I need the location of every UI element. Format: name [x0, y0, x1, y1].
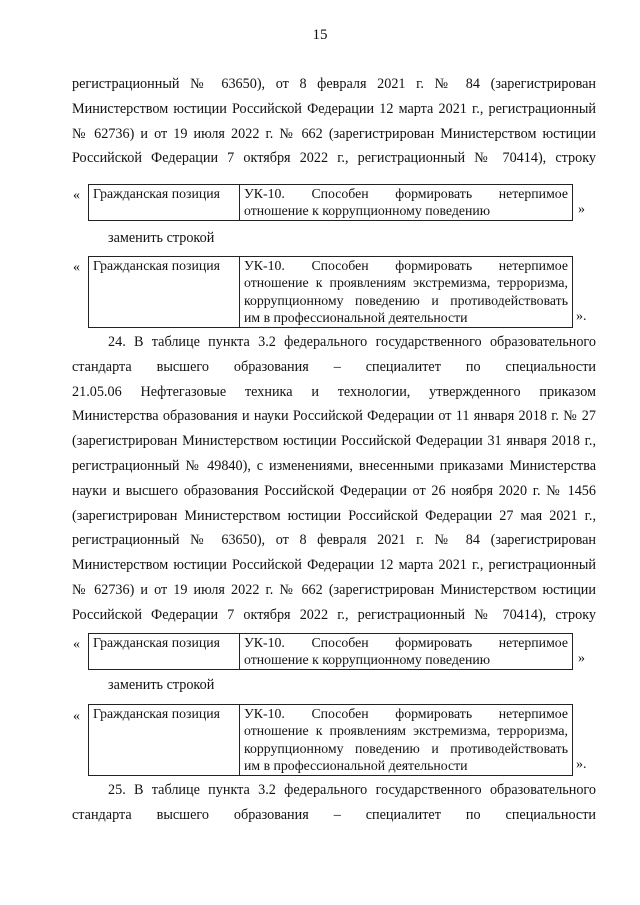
table-cell-line: отношение к проявлениям экстремизма, терроризма, — [244, 723, 568, 739]
table-row-old — [88, 633, 573, 670]
text-line: стандарта высшего образования – специалитет по специальности — [72, 358, 596, 375]
page-number: 15 — [312, 27, 328, 43]
table-cell-line: коррупционному поведению и противодействовать — [244, 740, 568, 756]
close-quote: ». — [576, 309, 587, 324]
text-line: регистрационный № 49840), с изменениями, внесенными приказами Министерства — [72, 457, 596, 474]
text-line: Министерства образования и науки Российской Федерации от 11 января 2018 г. № 27 — [72, 408, 596, 425]
paragraph-continuation — [72, 72, 596, 171]
table-cell-line: УК-10. Способен формировать нетерпимое — [244, 258, 568, 273]
table-row-old — [88, 184, 573, 221]
text-line: № 62736) и от 19 июля 2022 г. № 662 (зарегистрирован Министерством юстиции — [72, 581, 596, 598]
text-line: Министерством юстиции Российской Федерации 12 марта 2021 г., регистрационный — [72, 557, 596, 574]
open-quote: « — [73, 260, 80, 275]
table-cell-line: коррупционному поведению и противодействовать — [244, 292, 568, 308]
table-cell-line: УК-10. Способен формировать нетерпимое — [244, 706, 568, 721]
open-quote: « — [73, 188, 80, 203]
table-cell-line: УК-10. Способен формировать нетерпимое — [244, 635, 568, 650]
text-line: № 62736) и от 19 июля 2022 г. № 662 (зарегистрирован Министерством юстиции — [72, 125, 596, 142]
close-quote: » — [578, 202, 585, 217]
text-line: регистрационный № 63650), от 8 февраля 2021 г. № 84 (зарегистрирован — [72, 532, 596, 549]
table-cell-line: отношение к коррупционному поведению — [244, 652, 491, 668]
table-cell-line: отношение к проявлениям экстремизма, терроризма, — [244, 275, 568, 291]
text-line: 25. В таблице пункта 3.2 федерального государственного образовательного — [108, 782, 596, 798]
table-cell-competence — [240, 257, 573, 328]
text-line: (зарегистрирован Министерством юстиции Российской Федерации 31 января 2018 г., — [72, 433, 596, 450]
text-line: 21.05.06 Нефтегазовые техника и технологии, утвержденного приказом — [72, 383, 596, 400]
text-line: (зарегистрирован Министерством юстиции Российской Федерации 27 мая 2021 г., — [72, 507, 596, 524]
paragraph-24 — [72, 330, 596, 628]
replace-label: заменить строкой — [108, 230, 215, 246]
paragraph-25 — [72, 778, 596, 828]
table-cell-competence — [240, 634, 573, 670]
table-row-new — [88, 704, 573, 776]
table-cell-line: им в профессиональной деятельности — [244, 758, 468, 774]
text-line: Министерством юстиции Российской Федерации 12 марта 2021 г., регистрационный — [72, 100, 596, 117]
replace-label: заменить строкой — [108, 677, 215, 693]
text-line: стандарта высшего образования – специалитет по специальности — [72, 806, 596, 823]
table-cell-competence — [240, 185, 573, 221]
table-cell-competence — [240, 705, 573, 776]
table-row-new — [88, 256, 573, 328]
text-line: Российской Федерации 7 октября 2022 г., регистрационный № 70414), строку — [72, 150, 596, 167]
text-line: науки и высшего образования Российской Федерации от 26 ноября 2020 г. № 1456 — [72, 482, 596, 499]
table-cell-competence-category: Гражданская позиция — [89, 257, 240, 328]
open-quote: « — [73, 709, 80, 724]
close-quote: » — [578, 651, 585, 666]
table-cell-line: УК-10. Способен формировать нетерпимое — [244, 186, 568, 201]
text-line: Российской Федерации 7 октября 2022 г., регистрационный № 70414), строку — [72, 606, 596, 623]
text-line: регистрационный № 63650), от 8 февраля 2021 г. № 84 (зарегистрирован — [72, 76, 596, 92]
table-cell-competence-category: Гражданская позиция — [89, 634, 240, 670]
table-cell-competence-category: Гражданская позиция — [89, 705, 240, 776]
close-quote: ». — [576, 757, 587, 772]
table-cell-line: отношение к коррупционному поведению — [244, 203, 491, 219]
open-quote: « — [73, 637, 80, 652]
text-line: 24. В таблице пункта 3.2 федерального государственного образовательного — [108, 334, 596, 350]
table-cell-line: им в профессиональной деятельности — [244, 310, 468, 326]
table-cell-competence-category: Гражданская позиция — [89, 185, 240, 221]
